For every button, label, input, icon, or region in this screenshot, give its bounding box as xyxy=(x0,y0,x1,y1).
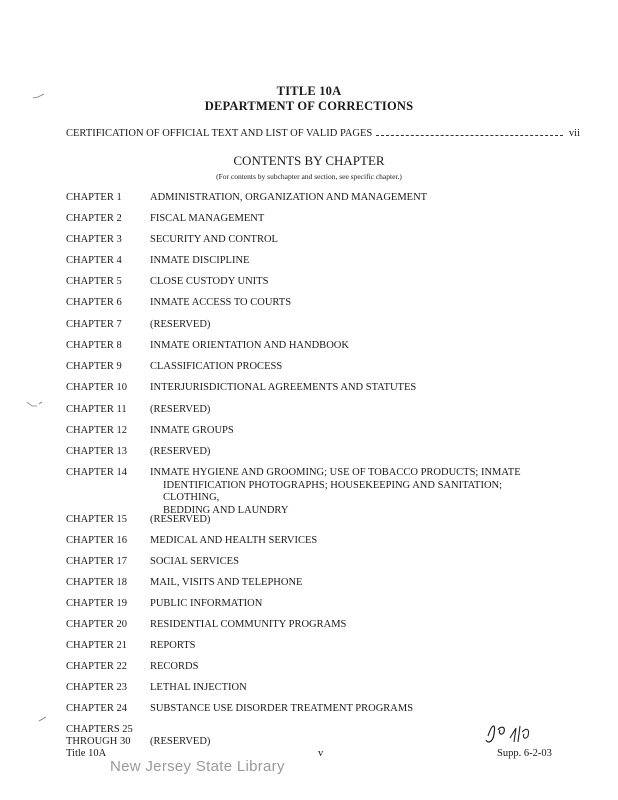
library-stamp: New Jersey State Library xyxy=(110,758,285,775)
chapter-label: CHAPTER 5 xyxy=(66,276,122,287)
contents-heading: CONTENTS BY CHAPTER xyxy=(233,153,385,168)
initial-stroke-3 xyxy=(510,726,529,742)
chapter-title-line-1: INMATE HYGIENE AND GROOMING; USE OF TOBACCO PRODUCTS; INMATE xyxy=(150,467,521,478)
chapter-title: (RESERVED) xyxy=(150,404,211,415)
chapter-title: INTERJURISDICTIONAL AGREEMENTS AND STATUTES xyxy=(150,382,417,393)
chapter-title: REPORTS xyxy=(150,640,196,651)
chapter-title: (RESERVED) xyxy=(150,446,211,457)
chapter-title: (RESERVED) xyxy=(150,319,211,330)
chapter-label: CHAPTER 1 xyxy=(66,192,122,203)
chapter-label: CHAPTER 16 xyxy=(66,535,127,546)
chapter-label: CHAPTER 18 xyxy=(66,577,127,588)
chapter-label-line-2: THROUGH 30 xyxy=(66,736,131,747)
chapter-title: (RESERVED) xyxy=(150,514,211,525)
chapter-title: INMATE GROUPS xyxy=(150,425,234,436)
chapter-label: CHAPTER 4 xyxy=(66,255,122,266)
footer-supplement-date: Supp. 6-2-03 xyxy=(497,748,552,759)
chapter-title: SUBSTANCE USE DISORDER TREATMENT PROGRAMS xyxy=(150,703,414,714)
chapter-title: FISCAL MANAGEMENT xyxy=(150,213,265,224)
margin-mark-middle xyxy=(26,400,44,410)
chapter-label: CHAPTER 3 xyxy=(66,234,122,245)
chapter-label: CHAPTER 22 xyxy=(66,661,127,672)
chapter-label: CHAPTER 20 xyxy=(66,619,127,630)
chapter-title: PUBLIC INFORMATION xyxy=(150,598,263,609)
chapter-label-multiline xyxy=(66,724,156,748)
chapter-title: ADMINISTRATION, ORGANIZATION AND MANAGEMENT xyxy=(150,192,428,203)
margin-mark-bottom xyxy=(38,715,48,723)
chapter-label: CHAPTER 8 xyxy=(66,340,122,351)
chapter-title: INMATE ORIENTATION AND HANDBOOK xyxy=(150,340,349,351)
handwritten-initials xyxy=(480,714,550,750)
chapter-label: CHAPTER 15 xyxy=(66,514,127,525)
chapter-label-line-1: CHAPTERS 25 xyxy=(66,724,133,735)
certification-text: CERTIFICATION OF OFFICIAL TEXT AND LIST OF VALID PAGES xyxy=(66,128,373,139)
chapter-title: LETHAL INJECTION xyxy=(150,682,247,693)
footer-page-number: v xyxy=(318,748,324,759)
certification-line xyxy=(66,128,580,139)
chapter-label: CHAPTER 9 xyxy=(66,361,122,372)
chapter-title: MEDICAL AND HEALTH SERVICES xyxy=(150,535,318,546)
chapter-label: CHAPTER 13 xyxy=(66,446,127,457)
chapter-label: CHAPTER 24 xyxy=(66,703,127,714)
chapter-label: CHAPTER 12 xyxy=(66,425,127,436)
chapter-label: CHAPTER 11 xyxy=(66,404,127,415)
chapter-title: CLASSIFICATION PROCESS xyxy=(150,361,283,372)
chapter-title: MAIL, VISITS AND TELEPHONE xyxy=(150,577,303,588)
initial-stroke-1 xyxy=(486,726,495,742)
dot-leader xyxy=(376,135,563,136)
chapter-label: CHAPTER 7 xyxy=(66,319,122,330)
certification-page: vii xyxy=(568,128,580,139)
chapter-label: CHAPTER 2 xyxy=(66,213,122,224)
contents-note: (For contents by subchapter and section, see specific chapter.) xyxy=(216,172,402,181)
chapter-label: CHAPTER 17 xyxy=(66,556,127,567)
chapter-title: RECORDS xyxy=(150,661,199,672)
chapter-title: SOCIAL SERVICES xyxy=(150,556,239,567)
chapter-title-line-2: IDENTIFICATION PHOTOGRAPHS; HOUSEKEEPING AND SANITATION; CLOTHING, xyxy=(163,479,503,503)
chapter-label: CHAPTER 21 xyxy=(66,640,127,651)
chapter-label: CHAPTER 10 xyxy=(66,382,127,393)
chapter-title: INMATE DISCIPLINE xyxy=(150,255,250,266)
chapter-title-line-3: BEDDING AND LAUNDRY xyxy=(163,504,289,516)
chapter-label: CHAPTER 6 xyxy=(66,297,122,308)
chapter-label: CHAPTER 23 xyxy=(66,682,127,693)
margin-mark-top xyxy=(32,92,46,100)
chapter-label: CHAPTER 14 xyxy=(66,467,127,478)
footer-title: Title 10A xyxy=(66,748,107,759)
chapter-title-multiline xyxy=(150,467,550,517)
chapter-title: INMATE ACCESS TO COURTS xyxy=(150,297,292,308)
chapter-title: SECURITY AND CONTROL xyxy=(150,234,278,245)
title-line-2: DEPARTMENT OF CORRECTIONS xyxy=(204,99,414,113)
chapter-title: RESIDENTIAL COMMUNITY PROGRAMS xyxy=(150,619,347,630)
chapter-title: (RESERVED) xyxy=(150,736,211,747)
chapter-title: CLOSE CUSTODY UNITS xyxy=(150,276,269,287)
title-line-1: TITLE 10A xyxy=(276,84,342,98)
chapter-label: CHAPTER 19 xyxy=(66,598,127,609)
initial-stroke-2 xyxy=(498,727,504,734)
